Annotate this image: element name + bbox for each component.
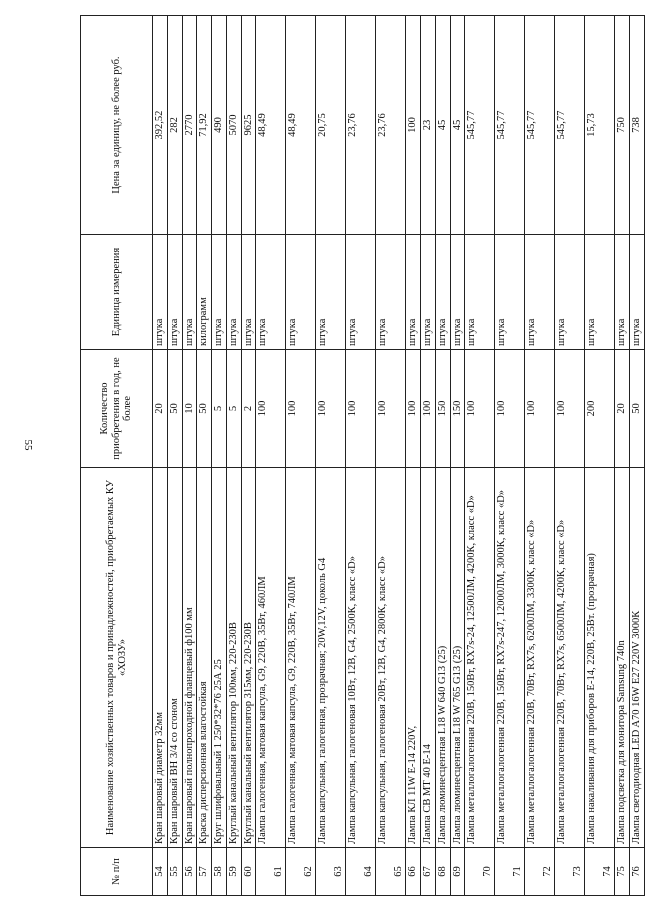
header-price: Цена за единицу, не более руб. [81,16,153,235]
cell-unit: штука [256,235,286,350]
cell-price: 545,77 [525,16,555,235]
cell-unit: штука [615,235,630,350]
cell-price: 45 [435,16,450,235]
table-row [167,16,182,896]
cell-qty: 50 [197,350,212,468]
cell-name: Лампа галогенная, матовая капсула, G9, 220В, 35Вт, 740ЛМ [286,468,316,848]
table-row [450,16,465,896]
cell-num: 65 [376,848,406,896]
table-row [256,16,286,896]
cell-unit: штука [450,235,465,350]
cell-unit: штука [346,235,376,350]
header-unit: Единица измерения [81,235,153,350]
table-row [406,16,421,896]
table-row [153,16,168,896]
cell-price: 750 [615,16,630,235]
cell-name: Лампа СВ МТ 40 Е-14 [421,468,436,848]
cell-name: Круглый канальный вентилятор 100мм, 220-230В [226,468,241,848]
cell-name: Кран шаровый полнопроходной фланцевый ф100 мм [182,468,197,848]
cell-num: 59 [226,848,241,896]
cell-name: Кран шаровый ВН 3/4 со сгоном [167,468,182,848]
cell-num: 62 [286,848,316,896]
cell-unit: штука [182,235,197,350]
table-row [212,16,227,896]
table-row [286,16,316,896]
cell-num: 71 [495,848,525,896]
cell-qty: 100 [525,350,555,468]
cell-unit: килограмм [197,235,212,350]
table-row [346,16,376,896]
goods-table [80,15,645,896]
cell-unit: штука [167,235,182,350]
cell-unit: штука [226,235,241,350]
cell-price: 23 [421,16,436,235]
cell-qty: 2 [241,350,256,468]
table-row [226,16,241,896]
cell-price: 23,76 [346,16,376,235]
cell-unit: штука [495,235,525,350]
cell-price: 48,49 [256,16,286,235]
table-row [555,16,585,896]
table-row [495,16,525,896]
cell-unit: штука [153,235,168,350]
cell-name: Лампа металлогалогенная 220В, 150Вт, RX7s-24, 12500ЛМ, 4200К, класс «D» [465,468,495,848]
cell-name: Лампа капсульная, галогеновая 20Вт, 12В, G4, 2800К, класс «D» [376,468,406,848]
cell-unit: штука [376,235,406,350]
cell-name: Кран шаровый диаметр 32мм [153,468,168,848]
cell-num: 54 [153,848,168,896]
header-name: Наименование хозяйственных товаров и принадлежностей, приобретаемых КУ «ХОЗУ» [81,468,153,848]
rotated-table-container [80,16,642,896]
cell-name: Краска дисперсионная влагостойкая [197,468,212,848]
cell-price: 45 [450,16,465,235]
cell-qty: 100 [376,350,406,468]
cell-num: 67 [421,848,436,896]
cell-qty: 100 [495,350,525,468]
page-number: 55 [22,439,34,451]
cell-price: 71,92 [197,16,212,235]
cell-name: Лампа люминесцентная L18 W 765 G13 (25) [450,468,465,848]
cell-name: Лампа КЛ 11W E-14 220V, [406,468,421,848]
cell-qty: 100 [406,350,421,468]
cell-name: Лампа капсульная, галогенная, прозрачная; 20W,12V, цоколь G4 [316,468,346,848]
cell-unit: штука [286,235,316,350]
header-qty: Количество приобретения в год, не более [81,350,153,468]
cell-unit: штука [316,235,346,350]
table-row [316,16,346,896]
cell-num: 66 [406,848,421,896]
table-row [197,16,212,896]
cell-unit: штука [241,235,256,350]
cell-num: 58 [212,848,227,896]
cell-price: 5070 [226,16,241,235]
cell-qty: 100 [256,350,286,468]
cell-qty: 100 [286,350,316,468]
cell-name: Лампа металлогалогенная 220В, 70Вт, RX7s, 6200ЛМ, 3300К, класс «D» [525,468,555,848]
header-num: № п/п [81,848,153,896]
table-row [421,16,436,896]
table-row [465,16,495,896]
cell-num: 76 [630,848,645,896]
cell-price: 738 [630,16,645,235]
cell-price: 48,49 [286,16,316,235]
cell-name: Лампа галогенная, матовая капсула, G9, 220В, 35Вт, 460ЛМ [256,468,286,848]
cell-name: Лампа светодиодная LED A70 16W E27 220V 3000К [630,468,645,848]
table-row [585,16,615,896]
table-row [182,16,197,896]
cell-qty: 20 [153,350,168,468]
cell-num: 70 [465,848,495,896]
cell-qty: 150 [435,350,450,468]
cell-price: 15,73 [585,16,615,235]
cell-qty: 100 [421,350,436,468]
cell-name: Круглый канальный вентилятор 315мм, 220-230В [241,468,256,848]
cell-price: 490 [212,16,227,235]
cell-price: 545,77 [555,16,585,235]
cell-qty: 100 [346,350,376,468]
cell-num: 69 [450,848,465,896]
cell-price: 2770 [182,16,197,235]
cell-unit: штука [212,235,227,350]
cell-name: Круг шлифовальный 1 250*32*76 25А 25 [212,468,227,848]
cell-unit: штука [406,235,421,350]
cell-price: 9625 [241,16,256,235]
cell-num: 56 [182,848,197,896]
cell-num: 61 [256,848,286,896]
cell-num: 60 [241,848,256,896]
cell-num: 73 [555,848,585,896]
table-row [630,16,645,896]
cell-qty: 200 [585,350,615,468]
cell-name: Лампа подсветка для монитора Samsung 740n [615,468,630,848]
table-body [153,16,645,896]
cell-qty: 150 [450,350,465,468]
table-row [376,16,406,896]
table-header-row [81,16,153,896]
cell-unit: штука [465,235,495,350]
cell-num: 64 [346,848,376,896]
cell-unit: штука [421,235,436,350]
cell-unit: штука [630,235,645,350]
cell-name: Лампа люминесцентная L18 W 640 G13 (25) [435,468,450,848]
cell-unit: штука [435,235,450,350]
cell-qty: 20 [615,350,630,468]
table-row [615,16,630,896]
cell-qty: 50 [167,350,182,468]
cell-name: Лампа капсульная, галогеновая 10Вт, 12В, G4, 2500К, класс «D» [346,468,376,848]
cell-qty: 100 [465,350,495,468]
cell-price: 23,76 [376,16,406,235]
cell-qty: 5 [226,350,241,468]
cell-qty: 10 [182,350,197,468]
cell-num: 72 [525,848,555,896]
cell-qty: 100 [555,350,585,468]
cell-name: Лампа металлогалогенная 220В, 70Вт, RX7s, 6500ЛМ, 4200К, класс «D» [555,468,585,848]
cell-num: 75 [615,848,630,896]
cell-num: 74 [585,848,615,896]
cell-price: 282 [167,16,182,235]
cell-qty: 50 [630,350,645,468]
cell-unit: штука [555,235,585,350]
cell-num: 55 [167,848,182,896]
cell-name: Лампа металлогалогенная 220В, 150Вт, RX7s-247, 12000ЛМ, 3000К, класс «D» [495,468,525,848]
cell-price: 20,75 [316,16,346,235]
cell-num: 57 [197,848,212,896]
cell-price: 392,52 [153,16,168,235]
table-row [241,16,256,896]
cell-num: 63 [316,848,346,896]
cell-name: Лампа накаливания для приборов Е-14, 220В, 25Вт. (прозрачная) [585,468,615,848]
cell-qty: 100 [316,350,346,468]
table-row [525,16,555,896]
cell-unit: штука [585,235,615,350]
cell-num: 68 [435,848,450,896]
cell-price: 545,77 [495,16,525,235]
table-row [435,16,450,896]
cell-price: 545,77 [465,16,495,235]
cell-price: 100 [406,16,421,235]
cell-qty: 5 [212,350,227,468]
cell-unit: штука [525,235,555,350]
